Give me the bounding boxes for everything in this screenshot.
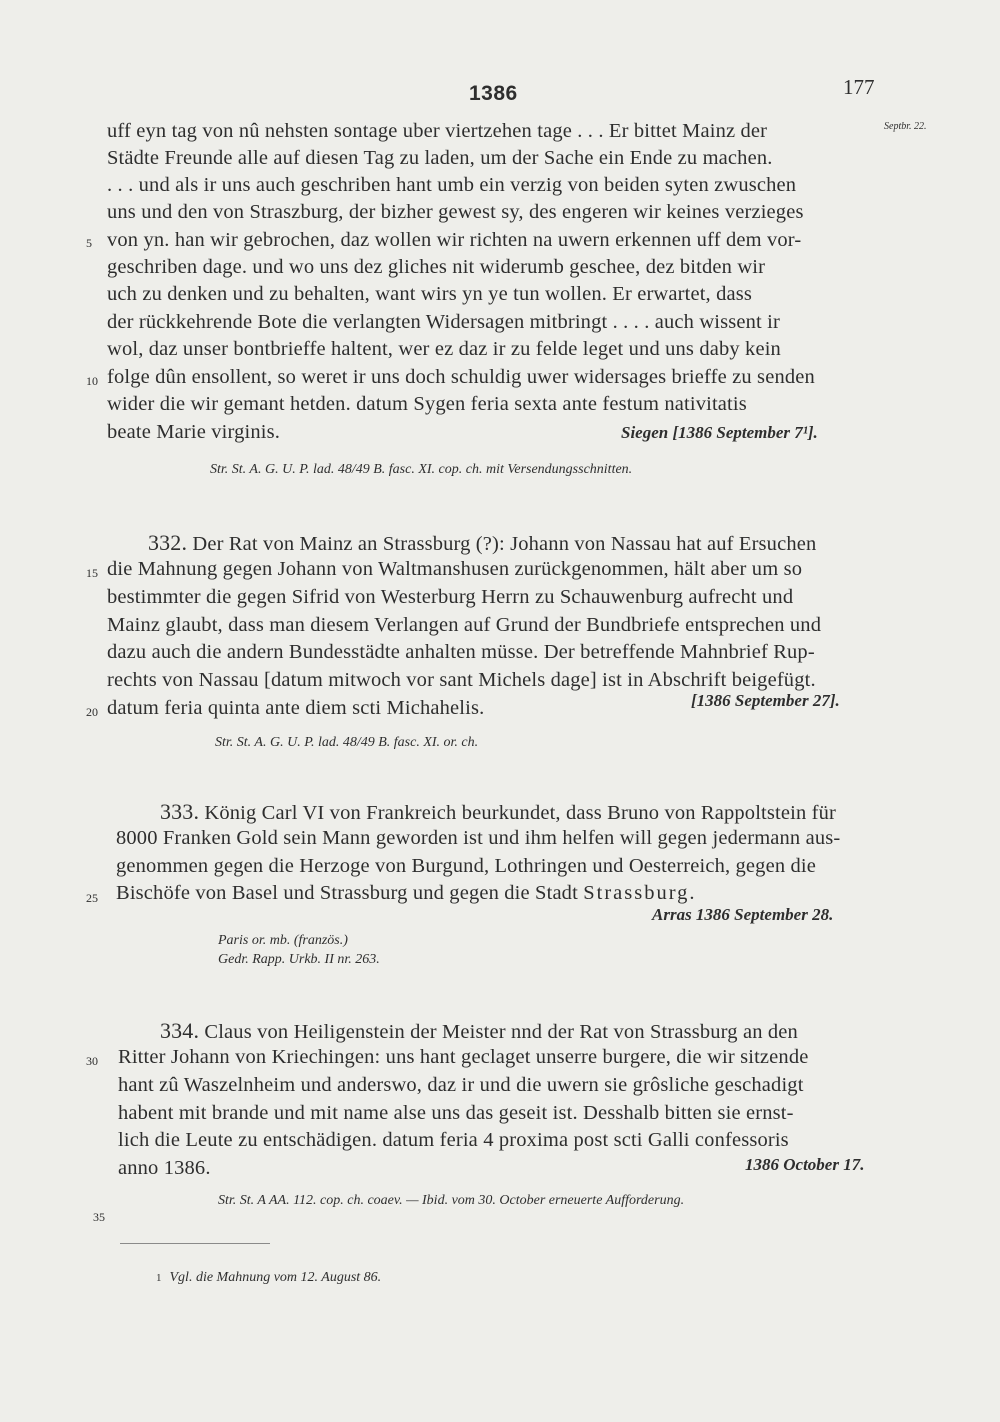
- text-line: beate Marie virginis.: [107, 421, 280, 443]
- line-number: 10: [86, 374, 98, 388]
- text-line: bestimmter die gegen Sifrid von Westerburg Herrn zu Schauwenburg aufrecht und: [107, 586, 794, 608]
- text-line: von yn. han wir gebrochen, daz wollen wir richten na uwern erkennen uff dem vor-: [107, 229, 802, 251]
- source-citation: Str. St. A. G. U. P. lad. 48/49 B. fasc. XI. cop. ch. mit Versendungsschnitten.: [210, 462, 633, 477]
- text-line: hant zû Waszelnheim und anderswo, daz ir und die uwern sie grôsliche geschadigt: [118, 1074, 804, 1096]
- page-number: 177: [843, 75, 875, 99]
- running-header-year: 1386: [469, 82, 518, 105]
- text-line: folge dûn ensollent, so weret ir uns doch schuldig uwer widersages brieffe zu senden: [107, 366, 815, 388]
- text-line: dazu auch die andern Bundesstädte anhalten müsse. Der betreffende Mahnbrief Rup-: [107, 641, 815, 663]
- text-line: . . . und als ir uns auch geschriben hant umb ein verzig von beiden syten zwuschen: [107, 174, 797, 196]
- text-line: geschriben dage. und wo uns dez gliches nit widerumb geschee, dez bitden wir: [107, 256, 766, 278]
- entry-number: 334.: [160, 1018, 200, 1043]
- footnote-text: Vgl. die Mahnung vom 12. August 86.: [169, 1270, 382, 1285]
- line-number: 20: [86, 705, 98, 719]
- footnote: [156, 1270, 381, 1286]
- line-number: 30: [86, 1054, 98, 1068]
- text-line: Städte Freunde alle auf diesen Tag zu laden, um der Sache ein Ende zu machen.: [107, 147, 773, 169]
- entry-332-first-line: [148, 530, 816, 556]
- text-span: Der Rat von Mainz an Strassburg (?): Johann von Nassau hat auf Ersuchen: [192, 533, 817, 555]
- source-citation: Paris or. mb. (französ.): [218, 933, 348, 948]
- entry-333-first-line: [160, 799, 836, 825]
- text-line: der rückkehrende Bote die verlangten Widersagen mitbringt . . . . auch wissent ir: [107, 311, 781, 333]
- text-line: uch zu denken und zu behalten, want wirs yn ye tun wollen. Er erwartet, dass: [107, 283, 752, 305]
- text-line: habent mit brande und mit name alse uns das geseit ist. Desshalb bitten sie ernst-: [118, 1102, 794, 1124]
- line-number: 25: [86, 891, 98, 905]
- text-span: König Carl VI von Frankreich beurkundet, dass Bruno von Rappoltstein für: [204, 802, 836, 824]
- text-line: wider die wir gemant hetden. datum Sygen feria sexta ante festum nativitatis: [107, 393, 747, 415]
- entry-date: [1386 September 27].: [691, 691, 840, 710]
- line-number: 15: [86, 566, 98, 580]
- text-line: uff eyn tag von nû nehsten sontage uber viertzehen tage . . . Er bittet Mainz der: [107, 120, 768, 142]
- text-line: die Mahnung gegen Johann von Waltmanshusen zurückgenommen, hält aber um so: [107, 558, 803, 580]
- line-number: 5: [86, 236, 92, 250]
- entry-date: Siegen [1386 September 7¹].: [621, 423, 818, 442]
- text-line: datum feria quinta ante diem scti Michahelis.: [107, 697, 485, 719]
- text-line: lich die Leute zu entschädigen. datum feria 4 proxima post scti Galli confessoris: [118, 1129, 789, 1151]
- entry-number: 332.: [148, 530, 188, 555]
- source-citation: Str. St. A. G. U. P. lad. 48/49 B. fasc. XI. or. ch.: [215, 735, 479, 750]
- text-line: 8000 Franken Gold sein Mann geworden ist und ihm helfen will gegen jedermann aus-: [116, 827, 841, 849]
- footnote-marker: 1: [156, 1272, 162, 1284]
- entry-334-first-line: [160, 1018, 798, 1044]
- text-span: Claus von Heiligenstein der Meister nnd der Rat von Strassburg an den: [204, 1021, 798, 1043]
- text-line: rechts von Nassau [datum mitwoch vor sant Michels dage] ist in Abschrift beigefügt.: [107, 669, 816, 691]
- text-line: anno 1386.: [118, 1157, 211, 1179]
- source-citation: Gedr. Rapp. Urkb. II nr. 263.: [218, 952, 380, 967]
- text-line: Mainz glaubt, dass man diesem Verlangen auf Grund der Bundbriefe entsprechen und: [107, 614, 822, 636]
- text-line: Ritter Johann von Kriechingen: uns hant geclaget unserre burgere, die wir sitzende: [118, 1046, 809, 1068]
- spaced-name: Strassburg.: [583, 882, 697, 904]
- line-number: 35: [93, 1210, 105, 1224]
- entry-date: 1386 October 17.: [745, 1155, 865, 1174]
- entry-number: 333.: [160, 799, 200, 824]
- margin-date-note: Septbr. 22.: [884, 121, 927, 132]
- source-citation: Str. St. A AA. 112. cop. ch. coaev. — Ibid. vom 30. October erneuerte Aufforderung.: [218, 1193, 685, 1208]
- entry-333-last-line: [116, 882, 697, 905]
- footnote-rule: [120, 1243, 270, 1244]
- text-line: uns und den von Straszburg, der bizher gewest sy, des engeren wir keines verzieges: [107, 201, 804, 223]
- entry-date: Arras 1386 September 28.: [652, 905, 834, 924]
- text-line: genommen gegen die Herzoge von Burgund, Lothringen und Oesterreich, gegen die: [116, 855, 816, 877]
- text-line: wol, daz unser bontbrieffe haltent, wer ez daz ir zu felde leget und uns daby kein: [107, 338, 781, 360]
- text-span: Bischöfe von Basel und Strassburg und gegen die Stadt: [116, 882, 578, 904]
